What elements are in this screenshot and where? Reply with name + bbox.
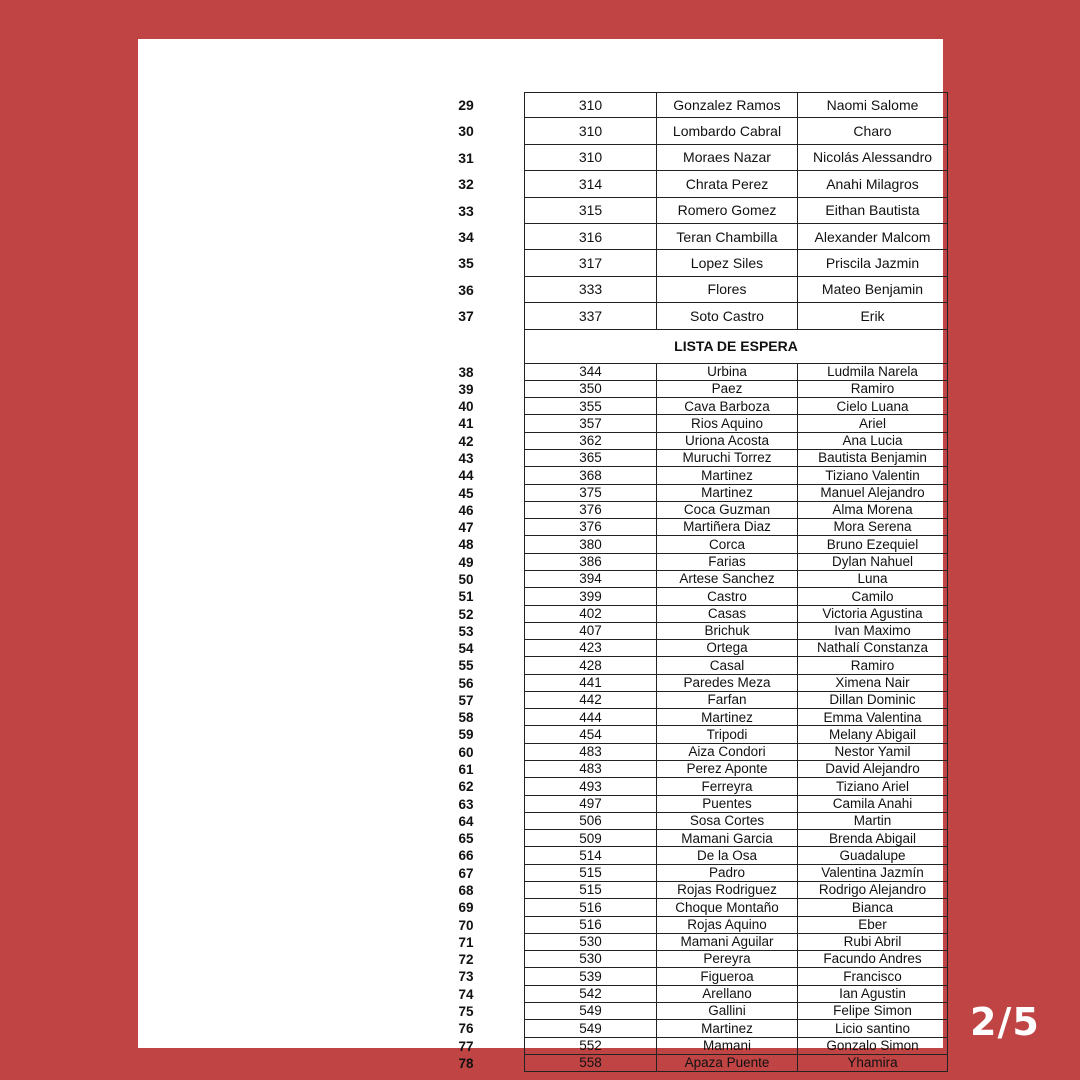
code-cell: 376 <box>524 519 657 536</box>
surname-cell: Castro <box>657 588 798 605</box>
table-row <box>524 606 948 623</box>
name-cell: Rodrigo Alejandro <box>798 882 948 899</box>
name-cell: Ludmila Narela <box>798 364 948 381</box>
surname-cell: Martinez <box>657 485 798 502</box>
table-row <box>524 536 948 553</box>
row-number: 55 <box>458 658 474 674</box>
row-number: 48 <box>458 537 474 553</box>
surname-cell: Urbina <box>657 364 798 381</box>
table-row <box>524 778 948 795</box>
table-row <box>524 640 948 657</box>
page-indicator: 2/5 <box>970 1000 1040 1044</box>
name-cell: Brenda Abigail <box>798 830 948 847</box>
name-cell: Naomi Salome <box>798 92 948 118</box>
code-cell: 355 <box>524 398 657 415</box>
surname-cell: Rios Aquino <box>657 415 798 432</box>
surname-cell: Brichuk <box>657 623 798 640</box>
code-cell: 454 <box>524 726 657 743</box>
surname-cell: Rojas Rodriguez <box>657 882 798 899</box>
name-cell: Nicolás Alessandro <box>798 145 948 171</box>
code-cell: 441 <box>524 675 657 692</box>
table-row <box>524 433 948 450</box>
surname-cell: Puentes <box>657 796 798 813</box>
surname-cell: Gallini <box>657 1003 798 1020</box>
surname-cell: Farias <box>657 554 798 571</box>
table-row <box>524 171 948 197</box>
table-row <box>524 657 948 674</box>
surname-cell: Apaza Puente <box>657 1055 798 1072</box>
row-number: 31 <box>458 149 474 166</box>
code-cell: 516 <box>524 917 657 934</box>
name-cell: Licio santino <box>798 1020 948 1037</box>
row-number: 38 <box>458 364 474 380</box>
row-number: 65 <box>458 831 474 847</box>
name-cell: Yhamira <box>798 1055 948 1072</box>
code-cell: 549 <box>524 1003 657 1020</box>
row-number: 40 <box>458 399 474 415</box>
surname-cell: Choque Montaño <box>657 899 798 916</box>
surname-cell: Martinez <box>657 709 798 726</box>
code-cell: 506 <box>524 813 657 830</box>
surname-cell: Coca Guzman <box>657 502 798 519</box>
table-row <box>524 1020 948 1037</box>
row-number: 45 <box>458 485 474 501</box>
surname-cell: Soto Castro <box>657 303 798 329</box>
table-row <box>524 1003 948 1020</box>
surname-cell: Mamani Garcia <box>657 830 798 847</box>
row-number: 67 <box>458 865 474 881</box>
surname-cell: Paez <box>657 381 798 398</box>
row-number: 43 <box>458 451 474 466</box>
name-cell: Tiziano Ariel <box>798 778 948 795</box>
surname-cell: Teran Chambilla <box>657 224 798 250</box>
row-number: 47 <box>458 520 474 536</box>
surname-cell: Martinez <box>657 467 798 484</box>
code-cell: 530 <box>524 934 657 951</box>
code-cell: 337 <box>524 303 657 329</box>
code-cell: 407 <box>524 623 657 640</box>
code-cell: 350 <box>524 381 657 398</box>
name-cell: Emma Valentina <box>798 709 948 726</box>
surname-cell: Artese Sanchez <box>657 571 798 588</box>
surname-cell: Aiza Condori <box>657 744 798 761</box>
name-cell: Gonzalo Simon <box>798 1038 948 1055</box>
row-number: 33 <box>458 202 474 219</box>
name-cell: Tiziano Valentin <box>798 467 948 484</box>
table-row <box>524 381 948 398</box>
row-number: 69 <box>458 900 474 916</box>
surname-cell: Martinez <box>657 1020 798 1037</box>
table-row <box>524 92 948 118</box>
row-number: 74 <box>458 986 474 1002</box>
table-row <box>524 145 948 171</box>
table-row <box>524 761 948 778</box>
name-cell: Valentina Jazmín <box>798 865 948 882</box>
row-number: 54 <box>458 641 474 657</box>
table-row <box>524 224 948 250</box>
row-number: 30 <box>458 123 474 140</box>
row-number: 34 <box>458 229 474 245</box>
surname-cell: Padro <box>657 865 798 882</box>
table-row <box>524 917 948 934</box>
code-cell: 542 <box>524 986 657 1003</box>
row-number: 75 <box>458 1003 474 1019</box>
table-row <box>524 934 948 951</box>
row-number: 36 <box>458 281 474 298</box>
code-cell: 515 <box>524 882 657 899</box>
code-cell: 314 <box>524 171 657 197</box>
code-cell: 483 <box>524 761 657 778</box>
table-row <box>524 398 948 415</box>
code-cell: 428 <box>524 657 657 674</box>
code-cell: 310 <box>524 118 657 144</box>
table-row <box>524 726 948 743</box>
row-number: 64 <box>458 813 474 829</box>
name-cell: Nestor Yamil <box>798 744 948 761</box>
name-cell: Charo <box>798 118 948 144</box>
row-number: 35 <box>458 255 474 272</box>
surname-cell: Perez Aponte <box>657 761 798 778</box>
row-number: 68 <box>458 883 474 898</box>
table-row <box>524 951 948 968</box>
code-cell: 530 <box>524 951 657 968</box>
surname-cell: Muruchi Torrez <box>657 450 798 467</box>
surname-cell: Sosa Cortes <box>657 813 798 830</box>
row-number: 72 <box>458 952 474 968</box>
table-row <box>524 1038 948 1055</box>
name-cell: Melany Abigail <box>798 726 948 743</box>
table-row <box>524 675 948 692</box>
code-cell: 552 <box>524 1038 657 1055</box>
code-cell: 444 <box>524 709 657 726</box>
row-number: 57 <box>458 692 474 708</box>
code-cell: 423 <box>524 640 657 657</box>
name-cell: Ivan Maximo <box>798 623 948 640</box>
name-cell: Alexander Malcom <box>798 224 948 250</box>
surname-cell: Flores <box>657 277 798 303</box>
code-cell: 368 <box>524 467 657 484</box>
code-cell: 514 <box>524 847 657 864</box>
name-cell: Anahi Milagros <box>798 171 948 197</box>
code-cell: 310 <box>524 145 657 171</box>
surname-cell: Farfan <box>657 692 798 709</box>
row-number: 56 <box>458 675 474 691</box>
name-cell: Francisco <box>798 968 948 985</box>
surname-cell: Corca <box>657 536 798 553</box>
table-row <box>524 250 948 276</box>
row-number: 46 <box>458 502 474 518</box>
row-number: 63 <box>458 796 474 812</box>
table-row <box>524 692 948 709</box>
table-row <box>524 865 948 882</box>
code-cell: 362 <box>524 433 657 450</box>
name-cell: Ian Agustin <box>798 986 948 1003</box>
code-cell: 365 <box>524 450 657 467</box>
table-row <box>524 303 948 329</box>
document-page <box>138 39 943 1071</box>
surname-cell: Chrata Perez <box>657 171 798 197</box>
surname-cell: Figueroa <box>657 968 798 985</box>
name-cell: Nathalí Constanza <box>798 640 948 657</box>
row-number: 60 <box>458 744 474 760</box>
row-number: 52 <box>458 606 474 622</box>
name-cell: Guadalupe <box>798 847 948 864</box>
table-row <box>524 364 948 381</box>
row-number: 73 <box>458 969 474 985</box>
name-cell: Erik <box>798 303 948 329</box>
name-cell: Bianca <box>798 899 948 916</box>
surname-cell: Martiñera Diaz <box>657 519 798 536</box>
row-number: 32 <box>458 176 474 193</box>
name-cell: Ximena Nair <box>798 675 948 692</box>
name-cell: Camilo <box>798 588 948 605</box>
code-cell: 380 <box>524 536 657 553</box>
code-cell: 317 <box>524 250 657 276</box>
table-row <box>524 519 948 536</box>
row-number: 53 <box>458 623 474 639</box>
code-cell: 375 <box>524 485 657 502</box>
row-number: 39 <box>458 381 474 397</box>
name-cell: Ariel <box>798 415 948 432</box>
row-number: 37 <box>458 308 474 325</box>
waitlist-section-header: LISTA DE ESPERA <box>524 330 948 364</box>
name-cell: Mateo Benjamin <box>798 277 948 303</box>
table-row <box>524 986 948 1003</box>
row-number: 62 <box>458 779 474 795</box>
surname-cell: Tripodi <box>657 726 798 743</box>
surname-cell: Uriona Acosta <box>657 433 798 450</box>
table-row <box>524 198 948 224</box>
row-number: 77 <box>458 1038 474 1054</box>
row-number: 29 <box>458 97 474 113</box>
row-number: 71 <box>458 934 474 950</box>
surname-cell: Paredes Meza <box>657 675 798 692</box>
name-cell: Bruno Ezequiel <box>798 536 948 553</box>
name-cell: Priscila Jazmin <box>798 250 948 276</box>
surname-cell: De la Osa <box>657 847 798 864</box>
code-cell: 333 <box>524 277 657 303</box>
surname-cell: Lombardo Cabral <box>657 118 798 144</box>
row-number: 66 <box>458 848 474 864</box>
table-row <box>524 485 948 502</box>
row-number: 51 <box>458 589 474 605</box>
name-cell: Luna <box>798 571 948 588</box>
code-cell: 386 <box>524 554 657 571</box>
name-cell: Bautista Benjamin <box>798 450 948 467</box>
name-cell: Mora Serena <box>798 519 948 536</box>
row-number: 42 <box>458 433 474 449</box>
code-cell: 516 <box>524 899 657 916</box>
code-cell: 549 <box>524 1020 657 1037</box>
name-cell: Ramiro <box>798 657 948 674</box>
row-number: 50 <box>458 571 474 587</box>
table-row <box>524 554 948 571</box>
code-cell: 515 <box>524 865 657 882</box>
row-number: 61 <box>458 762 474 778</box>
name-cell: Rubi Abril <box>798 934 948 951</box>
surname-cell: Casas <box>657 606 798 623</box>
name-cell: Ana Lucia <box>798 433 948 450</box>
name-cell: Victoria Agustina <box>798 606 948 623</box>
name-cell: Dillan Dominic <box>798 692 948 709</box>
table-row <box>524 796 948 813</box>
table-row <box>524 813 948 830</box>
table-row <box>524 450 948 467</box>
table-row <box>524 502 948 519</box>
code-cell: 402 <box>524 606 657 623</box>
surname-cell: Gonzalez Ramos <box>657 92 798 118</box>
name-cell: Manuel Alejandro <box>798 485 948 502</box>
row-number: 41 <box>458 416 474 432</box>
name-cell: Martin <box>798 813 948 830</box>
code-cell: 497 <box>524 796 657 813</box>
table-row <box>524 467 948 484</box>
surname-cell: Cava Barboza <box>657 398 798 415</box>
code-cell: 394 <box>524 571 657 588</box>
row-number: 70 <box>458 917 474 933</box>
table-row <box>524 415 948 432</box>
table-row <box>524 744 948 761</box>
code-cell: 558 <box>524 1055 657 1072</box>
code-cell: 376 <box>524 502 657 519</box>
name-cell: Alma Morena <box>798 502 948 519</box>
surname-cell: Moraes Nazar <box>657 145 798 171</box>
name-cell: Eber <box>798 917 948 934</box>
surname-cell: Mamani Aguilar <box>657 934 798 951</box>
name-cell: David Alejandro <box>798 761 948 778</box>
surname-cell: Lopez Siles <box>657 250 798 276</box>
code-cell: 493 <box>524 778 657 795</box>
row-number: 76 <box>458 1021 474 1037</box>
name-cell: Facundo Andres <box>798 951 948 968</box>
surname-cell: Pereyra <box>657 951 798 968</box>
table-row <box>524 847 948 864</box>
row-number: 58 <box>458 710 474 726</box>
name-cell: Dylan Nahuel <box>798 554 948 571</box>
code-cell: 344 <box>524 364 657 381</box>
name-cell: Eithan Bautista <box>798 198 948 224</box>
surname-cell: Rojas Aquino <box>657 917 798 934</box>
row-number: 44 <box>458 468 474 484</box>
code-cell: 539 <box>524 968 657 985</box>
table-row <box>524 588 948 605</box>
table-row <box>524 1055 948 1072</box>
surname-cell: Ortega <box>657 640 798 657</box>
name-cell: Ramiro <box>798 381 948 398</box>
code-cell: 509 <box>524 830 657 847</box>
name-cell: Cielo Luana <box>798 398 948 415</box>
table-row <box>524 118 948 144</box>
table-row <box>524 709 948 726</box>
table-row <box>524 830 948 847</box>
code-cell: 399 <box>524 588 657 605</box>
code-cell: 483 <box>524 744 657 761</box>
table-row <box>524 623 948 640</box>
code-cell: 316 <box>524 224 657 250</box>
row-number: 49 <box>458 554 474 570</box>
surname-cell: Romero Gomez <box>657 198 798 224</box>
surname-cell: Casal <box>657 657 798 674</box>
row-number: 59 <box>458 727 474 743</box>
name-cell: Felipe Simon <box>798 1003 948 1020</box>
code-cell: 442 <box>524 692 657 709</box>
surname-cell: Mamani <box>657 1038 798 1055</box>
surname-cell: Ferreyra <box>657 778 798 795</box>
table-row <box>524 277 948 303</box>
code-cell: 315 <box>524 198 657 224</box>
row-number: 78 <box>458 1055 474 1071</box>
name-cell: Camila Anahi <box>798 796 948 813</box>
code-cell: 310 <box>524 92 657 118</box>
table-row <box>524 882 948 899</box>
code-cell: 357 <box>524 415 657 432</box>
table-row <box>524 571 948 588</box>
surname-cell: Arellano <box>657 986 798 1003</box>
table-row <box>524 899 948 916</box>
table-row <box>524 968 948 985</box>
